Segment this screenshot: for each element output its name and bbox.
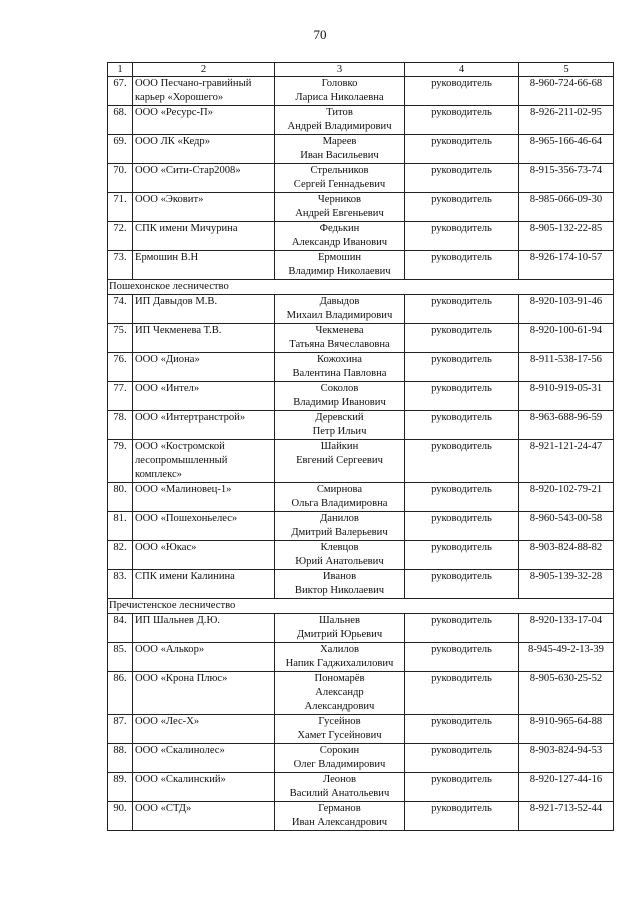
contact-person [275, 411, 405, 440]
table-row [108, 773, 614, 802]
section-label: Пошехонское лесничество [108, 280, 614, 295]
table-row [108, 193, 614, 222]
row-number: 70. [108, 164, 133, 193]
contact-person-line: Гусейнов [318, 716, 361, 727]
contact-person-line: Напик Гаджихалилович [285, 658, 394, 669]
table-row [108, 106, 614, 135]
organization-name: ООО «Крона Плюс» [133, 672, 275, 715]
contact-person-line: Дмитрий Юрьевич [296, 629, 383, 640]
position: руководитель [405, 77, 519, 106]
contact-person-line: Андрей Евгеньевич [295, 208, 384, 219]
table-row [108, 570, 614, 599]
phone-number: 8-911-538-17-56 [519, 353, 614, 382]
contact-person-line: Евгений Сергеевич [296, 455, 383, 466]
contact-person [275, 483, 405, 512]
contact-person-line: Михаил Владимирович [286, 310, 393, 321]
phone-number: 8-903-824-94-53 [519, 744, 614, 773]
contact-person-line: Лариса Николаевна [295, 92, 384, 103]
contact-person [275, 222, 405, 251]
position: руководитель [405, 744, 519, 773]
phone-number: 8-926-174-10-57 [519, 251, 614, 280]
phone-number: 8-963-688-96-59 [519, 411, 614, 440]
contact-person-line: Смирнова [316, 484, 363, 495]
row-number: 74. [108, 295, 133, 324]
contact-person-line: Александрович [304, 701, 375, 712]
phone-number: 8-903-824-88-82 [519, 541, 614, 570]
contact-person-line: Андрей Владимирович [287, 121, 392, 132]
table-row [108, 512, 614, 541]
organization-name: ООО «Интертранстрой» [133, 411, 275, 440]
section-label: Пречистенское лесничество [108, 599, 614, 614]
phone-number: 8-926-211-02-95 [519, 106, 614, 135]
contact-person-line: Юрий Анатольевич [295, 556, 384, 567]
organization-name: ООО «Сити-Стар2008» [133, 164, 275, 193]
position: руководитель [405, 715, 519, 744]
contact-person-line: Клевцов [320, 542, 359, 553]
phone-number: 8-905-139-32-28 [519, 570, 614, 599]
table-row [108, 614, 614, 643]
table-row [108, 251, 614, 280]
organization-name: ООО «Эковит» [133, 193, 275, 222]
organization-name: ООО Песчано-гравийный карьер «Хорошего» [133, 77, 275, 106]
position: руководитель [405, 541, 519, 570]
contact-person-line: Стрельников [310, 165, 369, 176]
contact-person-line: Давыдов [319, 296, 360, 307]
contact-person-line: Иван Васильевич [300, 150, 379, 161]
phone-number: 8-965-166-46-64 [519, 135, 614, 164]
page-number: 70 [313, 27, 327, 42]
contact-person [275, 440, 405, 483]
contact-person-line: Иван Александрович [291, 817, 388, 828]
row-number: 73. [108, 251, 133, 280]
row-number: 87. [108, 715, 133, 744]
position: руководитель [405, 251, 519, 280]
table-row [108, 353, 614, 382]
contact-person [275, 353, 405, 382]
table-row [108, 715, 614, 744]
organization-name: ООО «Диона» [133, 353, 275, 382]
phone-number: 8-920-102-79-21 [519, 483, 614, 512]
contact-person [275, 164, 405, 193]
table-row [108, 483, 614, 512]
table-body [108, 63, 614, 831]
position: руководитель [405, 483, 519, 512]
row-number: 85. [108, 643, 133, 672]
organization-name: ИП Шальнев Д.Ю. [133, 614, 275, 643]
organization-name: ООО «Юкас» [133, 541, 275, 570]
contact-person-line: Пономарёв [314, 673, 365, 684]
table-row [108, 744, 614, 773]
contact-person-line: Соколов [320, 383, 359, 394]
organization-name: ИП Давыдов М.В. [133, 295, 275, 324]
phone-number: 8-920-127-44-16 [519, 773, 614, 802]
row-number: 68. [108, 106, 133, 135]
row-number: 78. [108, 411, 133, 440]
position: руководитель [405, 324, 519, 353]
position: руководитель [405, 295, 519, 324]
organization-name: ООО «СТД» [133, 802, 275, 831]
contact-person-line: Виктор Николаевич [294, 585, 385, 596]
position: руководитель [405, 135, 519, 164]
contact-person [275, 512, 405, 541]
contact-person [275, 251, 405, 280]
contact-person-line: Дмитрий Валерьевич [291, 527, 388, 538]
row-number: 86. [108, 672, 133, 715]
contact-person-line: Василий Анатольевич [289, 788, 390, 799]
row-number: 80. [108, 483, 133, 512]
contact-person [275, 193, 405, 222]
contact-person [275, 295, 405, 324]
table-row [108, 802, 614, 831]
header-cell-5: 5 [519, 63, 614, 77]
contact-person-line: Петр Ильич [312, 426, 367, 437]
position: руководитель [405, 353, 519, 382]
row-number: 89. [108, 773, 133, 802]
organization-name: ООО «Скалинский» [133, 773, 275, 802]
header-cell-1: 1 [108, 63, 133, 77]
phone-number: 8-910-965-64-88 [519, 715, 614, 744]
organization-name: СПК имени Мичурина [133, 222, 275, 251]
table-row [108, 77, 614, 106]
phone-number: 8-910-919-05-31 [519, 382, 614, 411]
position: руководитель [405, 164, 519, 193]
contact-person-line: Кожохина [317, 354, 362, 365]
row-number: 67. [108, 77, 133, 106]
row-number: 77. [108, 382, 133, 411]
position: руководитель [405, 773, 519, 802]
contact-person-line: Мареев [322, 136, 357, 147]
contact-person [275, 773, 405, 802]
position: руководитель [405, 382, 519, 411]
organization-name: ООО ЛК «Кедр» [133, 135, 275, 164]
organization-name: ИП Чекменева Т.В. [133, 324, 275, 353]
table-row [108, 411, 614, 440]
contact-person [275, 382, 405, 411]
table-row [108, 295, 614, 324]
header-cell-2: 2 [133, 63, 275, 77]
position: руководитель [405, 802, 519, 831]
contact-person-line: Иванов [322, 571, 357, 582]
row-number: 69. [108, 135, 133, 164]
contact-person-line: Хамет Гусейнович [297, 730, 382, 741]
header-cell-3: 3 [275, 63, 405, 77]
contact-person-line: Ольга Владимировна [291, 498, 388, 509]
contact-person [275, 672, 405, 715]
organization-name: ООО «Скалинолес» [133, 744, 275, 773]
row-number: 82. [108, 541, 133, 570]
row-number: 88. [108, 744, 133, 773]
contact-person-line: Владимир Николаевич [288, 266, 391, 277]
contact-person-line: Сорокин [319, 745, 360, 756]
contact-person-line: Ермошин [317, 252, 362, 263]
position: руководитель [405, 512, 519, 541]
table-row [108, 382, 614, 411]
organization-name: ООО «Костромской лесопромышленный комплекс» [133, 440, 275, 483]
table-header-row [108, 63, 614, 77]
contacts-table [107, 62, 614, 831]
row-number: 71. [108, 193, 133, 222]
contact-person-line: Данилов [320, 513, 359, 524]
contact-person-line: Федькин [319, 223, 360, 234]
contact-person-line: Владимир Иванович [293, 397, 386, 408]
contact-person [275, 135, 405, 164]
organization-name: ООО «Пошехоньелес» [133, 512, 275, 541]
contact-person-line: Титов [326, 107, 353, 118]
row-number: 76. [108, 353, 133, 382]
contact-person-line: Черников [317, 194, 362, 205]
table-row [108, 324, 614, 353]
position: руководитель [405, 440, 519, 483]
contact-person [275, 541, 405, 570]
contact-person-line: Халилов [320, 644, 359, 655]
section-row [108, 599, 614, 614]
phone-number: 8-920-133-17-04 [519, 614, 614, 643]
contact-person [275, 570, 405, 599]
contact-person-line: Олег Владимирович [293, 759, 386, 770]
organization-name: Ермошин В.Н [133, 251, 275, 280]
table-row [108, 643, 614, 672]
contact-person-line: Александр [315, 687, 364, 698]
phone-number: 8-915-356-73-74 [519, 164, 614, 193]
contact-person-line: Шайкин [320, 441, 359, 452]
row-number: 83. [108, 570, 133, 599]
contact-person [275, 614, 405, 643]
contact-person [275, 106, 405, 135]
row-number: 72. [108, 222, 133, 251]
contact-person [275, 744, 405, 773]
organization-name: ООО «Малиновец-1» [133, 483, 275, 512]
contact-person-line: Германов [318, 803, 361, 814]
organization-name: ООО «Лес-Х» [133, 715, 275, 744]
table-row [108, 222, 614, 251]
organization-name: ООО «Ресурс-П» [133, 106, 275, 135]
position: руководитель [405, 106, 519, 135]
contact-person-line: Валентина Павловна [292, 368, 387, 379]
section-row [108, 280, 614, 295]
table-row [108, 672, 614, 715]
phone-number: 8-921-121-24-47 [519, 440, 614, 483]
contact-person-line: Чекменева [315, 325, 364, 336]
organization-name: СПК имени Калинина [133, 570, 275, 599]
contact-person-line: Александр Иванович [291, 237, 388, 248]
phone-number: 8-960-724-66-68 [519, 77, 614, 106]
phone-number: 8-920-100-61-94 [519, 324, 614, 353]
phone-number: 8-960-543-00-58 [519, 512, 614, 541]
header-cell-4: 4 [405, 63, 519, 77]
contact-person-line: Татьяна Вячеславовна [289, 339, 390, 350]
organization-name: ООО «Алькор» [133, 643, 275, 672]
phone-number: 8-921-713-52-44 [519, 802, 614, 831]
contact-person [275, 802, 405, 831]
position: руководитель [405, 411, 519, 440]
contact-person [275, 715, 405, 744]
row-number: 81. [108, 512, 133, 541]
phone-number: 8-920-103-91-46 [519, 295, 614, 324]
table-row [108, 135, 614, 164]
table-row [108, 541, 614, 570]
phone-number: 8-905-630-25-52 [519, 672, 614, 715]
contact-person-line: Головко [321, 78, 358, 89]
row-number: 84. [108, 614, 133, 643]
position: руководитель [405, 222, 519, 251]
organization-name: ООО «Интел» [133, 382, 275, 411]
position: руководитель [405, 672, 519, 715]
position: руководитель [405, 614, 519, 643]
contact-person-line: Сергей Геннадьевич [293, 179, 386, 190]
contact-person-line: Шальнев [319, 615, 360, 626]
position: руководитель [405, 570, 519, 599]
table-row [108, 164, 614, 193]
contact-person [275, 643, 405, 672]
row-number: 90. [108, 802, 133, 831]
position: руководитель [405, 193, 519, 222]
phone-number: 8-905-132-22-85 [519, 222, 614, 251]
phone-number: 8-985-066-09-30 [519, 193, 614, 222]
position: руководитель [405, 643, 519, 672]
phone-number: 8-945-49-2-13-39 [519, 643, 614, 672]
table-row [108, 440, 614, 483]
row-number: 75. [108, 324, 133, 353]
contact-person [275, 77, 405, 106]
contact-person-line: Деревский [315, 412, 364, 423]
row-number: 79. [108, 440, 133, 483]
contact-person [275, 324, 405, 353]
contact-person-line: Леонов [322, 774, 357, 785]
